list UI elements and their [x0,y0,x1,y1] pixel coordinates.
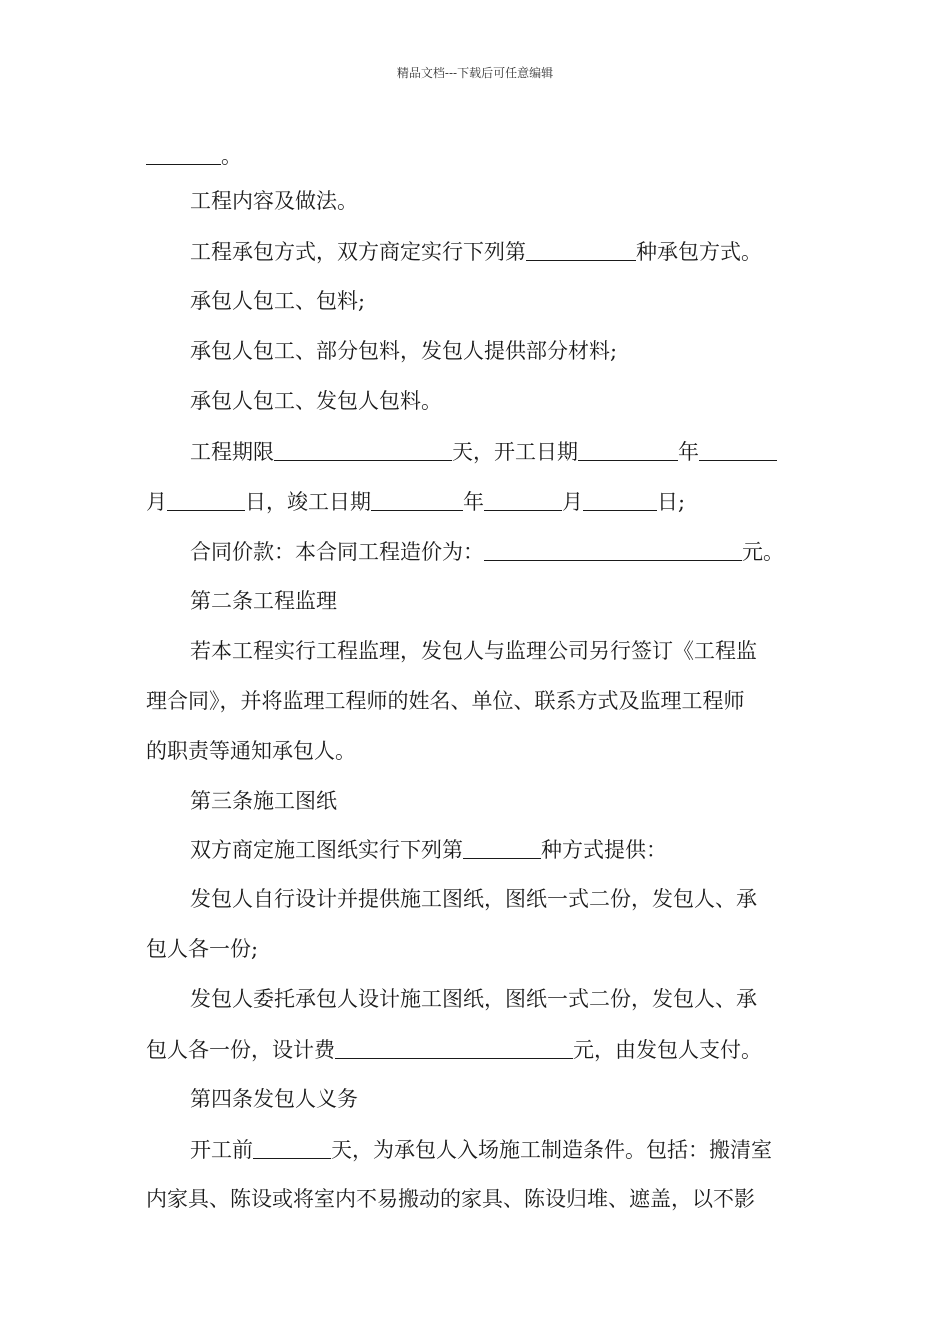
section-heading: 第三条施工图纸 [190,789,337,813]
blank-field [253,1136,331,1159]
text-line: 内家具、陈设或将室内不易搬动的家具、陈设归堆、遮盖，以不影 [146,1187,755,1211]
text-line: 发包人自行设计并提供施工图纸，图纸一式二份，发包人、承 [190,887,757,911]
section-heading: 第二条工程监理 [190,589,337,613]
text-line: 开工前 天，为承包人入场施工制造条件。包括：搬清室 [190,1138,772,1162]
text-line: 双方商定施工图纸实行下列第 种方式提供： [190,838,667,862]
text-line: 包人各一份，设计费 元，由发包人支付。 [146,1038,762,1062]
blank-field [484,538,742,561]
blank-field [699,438,777,461]
blank-field [371,488,463,511]
text-line: 工程内容及做法。 [190,189,358,213]
text-line: 月 日，竣工日期 年 月 日; [146,490,686,514]
text-line: 工程承包方式，双方商定实行下列第 种承包方式。 [190,240,762,264]
text-line: 承包人包工、部分包料，发包人提供部分材料; [190,339,618,363]
section-heading: 第四条发包人义务 [190,1087,358,1111]
blank-field [583,488,657,511]
blank-field [167,488,245,511]
blank-field [463,836,541,859]
text-line: 。 [146,140,242,170]
blank-field [526,238,636,261]
blank-field [146,142,221,165]
text-line: 若本工程实行工程监理，发包人与监理公司另行签订《工程监 [190,639,757,663]
text-line: 工程期限 天，开工日期 年 [190,436,777,466]
text-line: 理合同》，并将监理工程师的姓名、单位、联系方式及监理工程师 [146,689,745,713]
blank-field [274,438,452,461]
page-header: 精品文档---下载后可任意编辑 [396,66,554,80]
blank-field [335,1036,573,1059]
text-line: 发包人委托承包人设计施工图纸，图纸一式二份，发包人、承 [190,987,757,1011]
text-line: 承包人包工、包料; [190,289,366,313]
blank-field [578,438,678,461]
text-line: 合同价款：本合同工程造价为： 元。 [190,540,784,564]
text-line: 包人各一份; [146,937,259,961]
blank-field [484,488,562,511]
text-line: 承包人包工、发包人包料。 [190,389,442,413]
text-line: 的职责等通知承包人。 [146,739,356,763]
